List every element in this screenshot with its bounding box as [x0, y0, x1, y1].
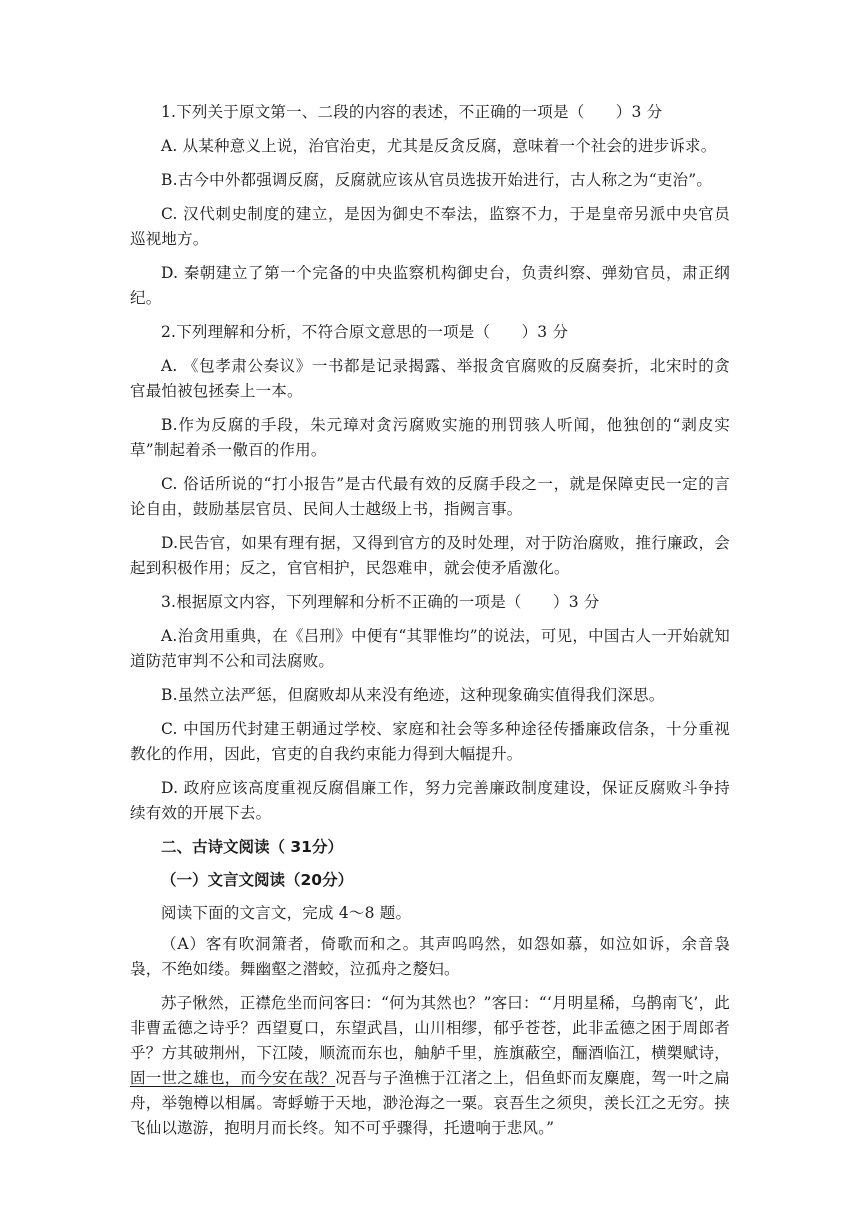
passage-b-text-before: 苏子愀然，正襟危坐而问客曰：“何为其然也？”客曰：“‘月明星稀，乌鹊南飞’，此非曹孟德之诗乎？西望夏口，东望武昌，山川相缪，郁乎苍苍，此非孟德之困于周郎者乎？方其破荆州，下江陵，顺流而东也，舳舻千里，旌旗蔽空，酾酒临江，横槊赋诗，: [130, 994, 730, 1062]
passage-b: [130, 991, 730, 1141]
passage-b-underlined-sentence: 固一世之雄也，而今安在哉？: [130, 1069, 336, 1087]
question-3-option-d: D. 政府应该高度重视反腐倡廉工作，努力完善廉政制度建设，保证反腐败斗争持续有效的开展下去。: [130, 779, 730, 822]
question-1-stem: 1.下列关于原文第一、二段的内容的表述，不正确的一项是（ ）3 分: [161, 103, 663, 121]
passage-b-text-after: 况吾与子渔樵于江渚之上，侣鱼虾而友麋鹿，驾一叶之扁舟，举匏樽以相属。寄蜉蝣于天地，渺沧海之一粟。哀吾生之须臾，羡长江之无穷。挟飞仙以遨游，抱明月而长终。知不可乎骤得，托遗响于悲风。”: [130, 1069, 730, 1137]
question-2-option-d: D.民告官，如果有理有据，又得到官方的及时处理，对于防治腐败，推行廉政，会起到积极作用；反之，官官相护，民怨难申，就会使矛盾激化。: [130, 534, 730, 577]
section-2-title: 二、古诗文阅读（ 31分）: [161, 838, 343, 856]
passage-a: （A）客有吹洞箫者，倚歌而和之。其声呜呜然，如怨如慕，如泣如诉，余音袅袅，不绝如缕。舞幽壑之潜蛟，泣孤舟之嫠妇。: [130, 935, 730, 978]
question-3-option-a: A.治贪用重典，在《吕刑》中便有“其罪惟均”的说法，可见，中国古人一开始就知道防范审判不公和司法腐败。: [130, 627, 730, 670]
section-2-subtitle: （一）文言文阅读（20分）: [161, 871, 354, 889]
question-2-stem: 2.下列理解和分析，不符合原文意思的一项是（ ）3 分: [161, 323, 569, 341]
question-3-option-c: C. 中国历代封建王朝通过学校、家庭和社会等多种途径传播廉政信条，十分重视教化的作用，因此，官吏的自我约束能力得到大幅提升。: [130, 720, 730, 763]
question-2-option-c: C. 俗话所说的“打小报告”是古代最有效的反腐手段之一，就是保障吏民一定的言论自由，鼓励基层官员、民间人士越级上书，指阙言事。: [130, 475, 730, 518]
question-2-option-b: B.作为反腐的手段，朱元璋对贪污腐败实施的刑罚骇人听闻，他独创的“剥皮实草”制起着杀一儆百的作用。: [130, 416, 730, 459]
exam-page: [130, 100, 730, 1150]
question-3-stem: 3.根据原文内容，下列理解和分析不正确的一项是（ ）3 分: [161, 593, 600, 611]
question-1-option-c: C. 汉代刺史制度的建立，是因为御史不奉法，监察不力，于是皇帝另派中央官员巡视地方。: [130, 205, 730, 248]
question-1-option-a: A. 从某种意义上说，治官治吏，尤其是反贪反腐，意味着一个社会的进步诉求。: [161, 137, 717, 155]
question-3-option-b: B.虽然立法严惩，但腐败却从来没有绝迹，这种现象确实值得我们深思。: [161, 686, 665, 704]
question-1-option-b: B.古今中外都强调反腐，反腐就应该从官员选拔开始进行，古人称之为“吏治”。: [161, 171, 713, 189]
question-1-option-d: D. 秦朝建立了第一个完备的中央监察机构御史台，负责纠察、弹劾官员，肃正纲纪。: [130, 264, 730, 307]
reading-instruction: 阅读下面的文言文，完成 4～8 题。: [161, 904, 412, 922]
question-2-option-a: A. 《包孝肃公奏议》一书都是记录揭露、举报贪官腐败的反腐奏折，北宋时的贪官最怕被包拯奏上一本。: [130, 357, 730, 400]
